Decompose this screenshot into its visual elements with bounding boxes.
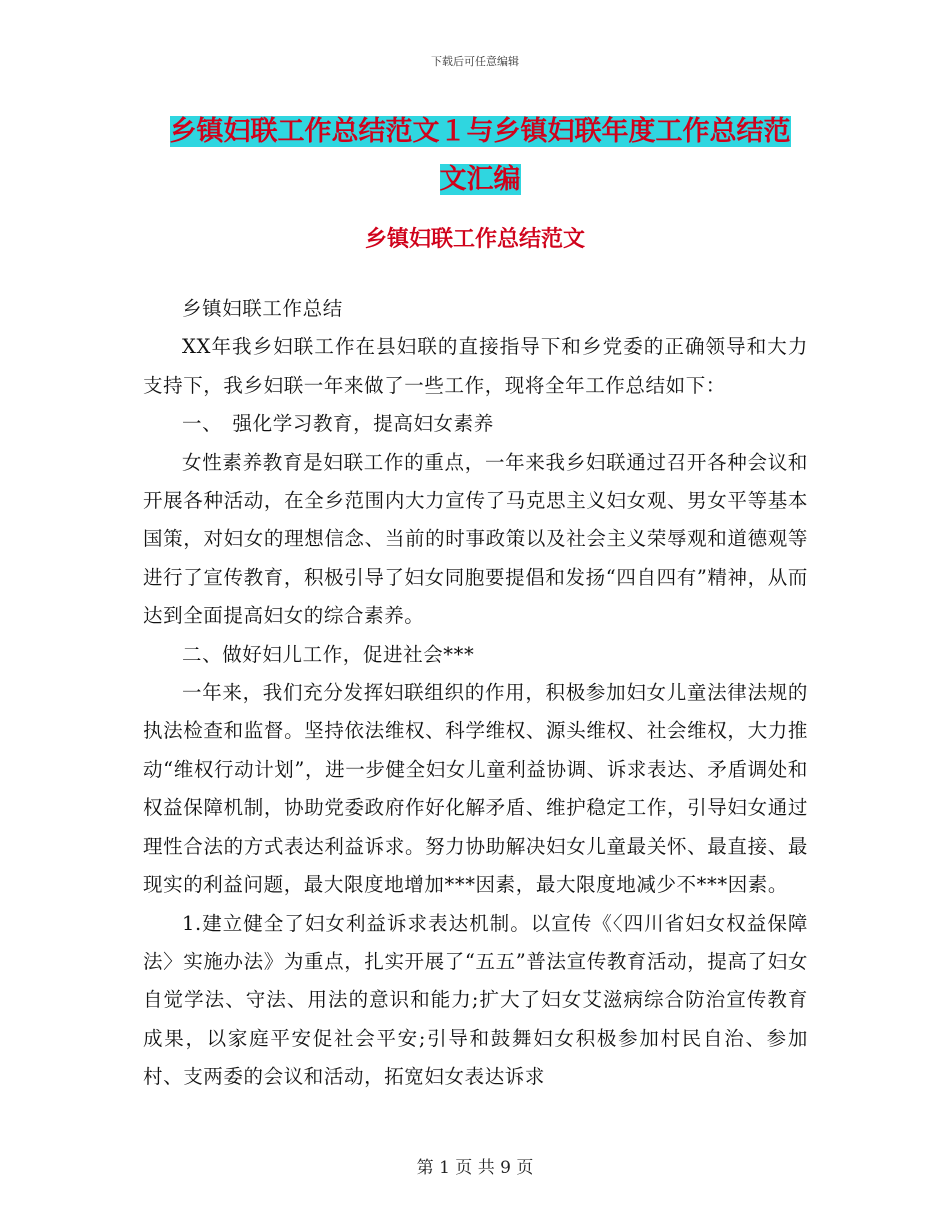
paragraph: 乡镇妇联工作总结 <box>182 297 343 320</box>
paragraph: XX年我乡妇联工作在县妇联的直接指导下和乡党委的正确领导和大力支持下，我乡妇联一年来做了一些工作，现将全年工作总结如下： <box>143 335 808 397</box>
title-line-2: 文汇编 <box>439 164 521 195</box>
document-body <box>143 290 808 1097</box>
paragraph: 女性素养教育是妇联工作的重点，一年来我乡妇联通过召开各种会议和开展各种活动，在全乡范围内大力宣传了马克思主义妇女观、男女平等基本国策，对妇女的理想信念、当前的时事政策以及社会主义荣辱观和道德观等进行了宣传教育，积极引导了妇女同胞要提倡和发扬“四自四有”精神，从而达到全面提高妇女的综合素养。 <box>143 450 808 628</box>
paragraph: 一年来，我们充分发挥妇联组织的作用，积极参加妇女儿童法律法规的执法检查和监督。坚持依法维权、科学维权、源头维权、社会维权，大力推动“维权行动计划”，进一步健全妇女儿童利益协调、诉求表达、矛盾调处和权益保障机制，协助党委政府作好化解矛盾、维护稳定工作，引导妇女通过理性合法的方式表达利益诉求。努力协助解决妇女儿童最关怀、最直接、最现实的利益问题，最大限度地增加***因素，最大限度地减少不***因素。 <box>143 681 808 897</box>
header-note: 下载后可任意编辑 <box>431 55 519 68</box>
paragraph: 1.建立健全了妇女利益诉求表达机制。以宣传《〈四川省妇女权益保障法〉实施办法》为重点，扎实开展了“五五”普法宣传教育活动，提高了妇女自觉学法、守法、用法的意识和能力;扩大了妇女艾滋病综合防治宣传教育成果，以家庭平安促社会平安;引导和鼓舞妇女积极参加村民自治、参加村、支两委的会议和活动，拓宽妇女表达诉求 <box>143 911 808 1089</box>
title-line-1: 乡镇妇联工作总结范文１与乡镇妇联年度工作总结范 <box>169 116 791 147</box>
section-title: 乡镇妇联工作总结范文 <box>364 227 585 252</box>
paragraph: 一、 强化学习教育，提高妇女素养 <box>182 412 494 436</box>
document-title <box>150 108 810 204</box>
page-footer: 第 1 页 共 9 页 <box>416 1158 534 1178</box>
paragraph: 二、做好妇儿工作，促进社会*** <box>182 642 475 666</box>
